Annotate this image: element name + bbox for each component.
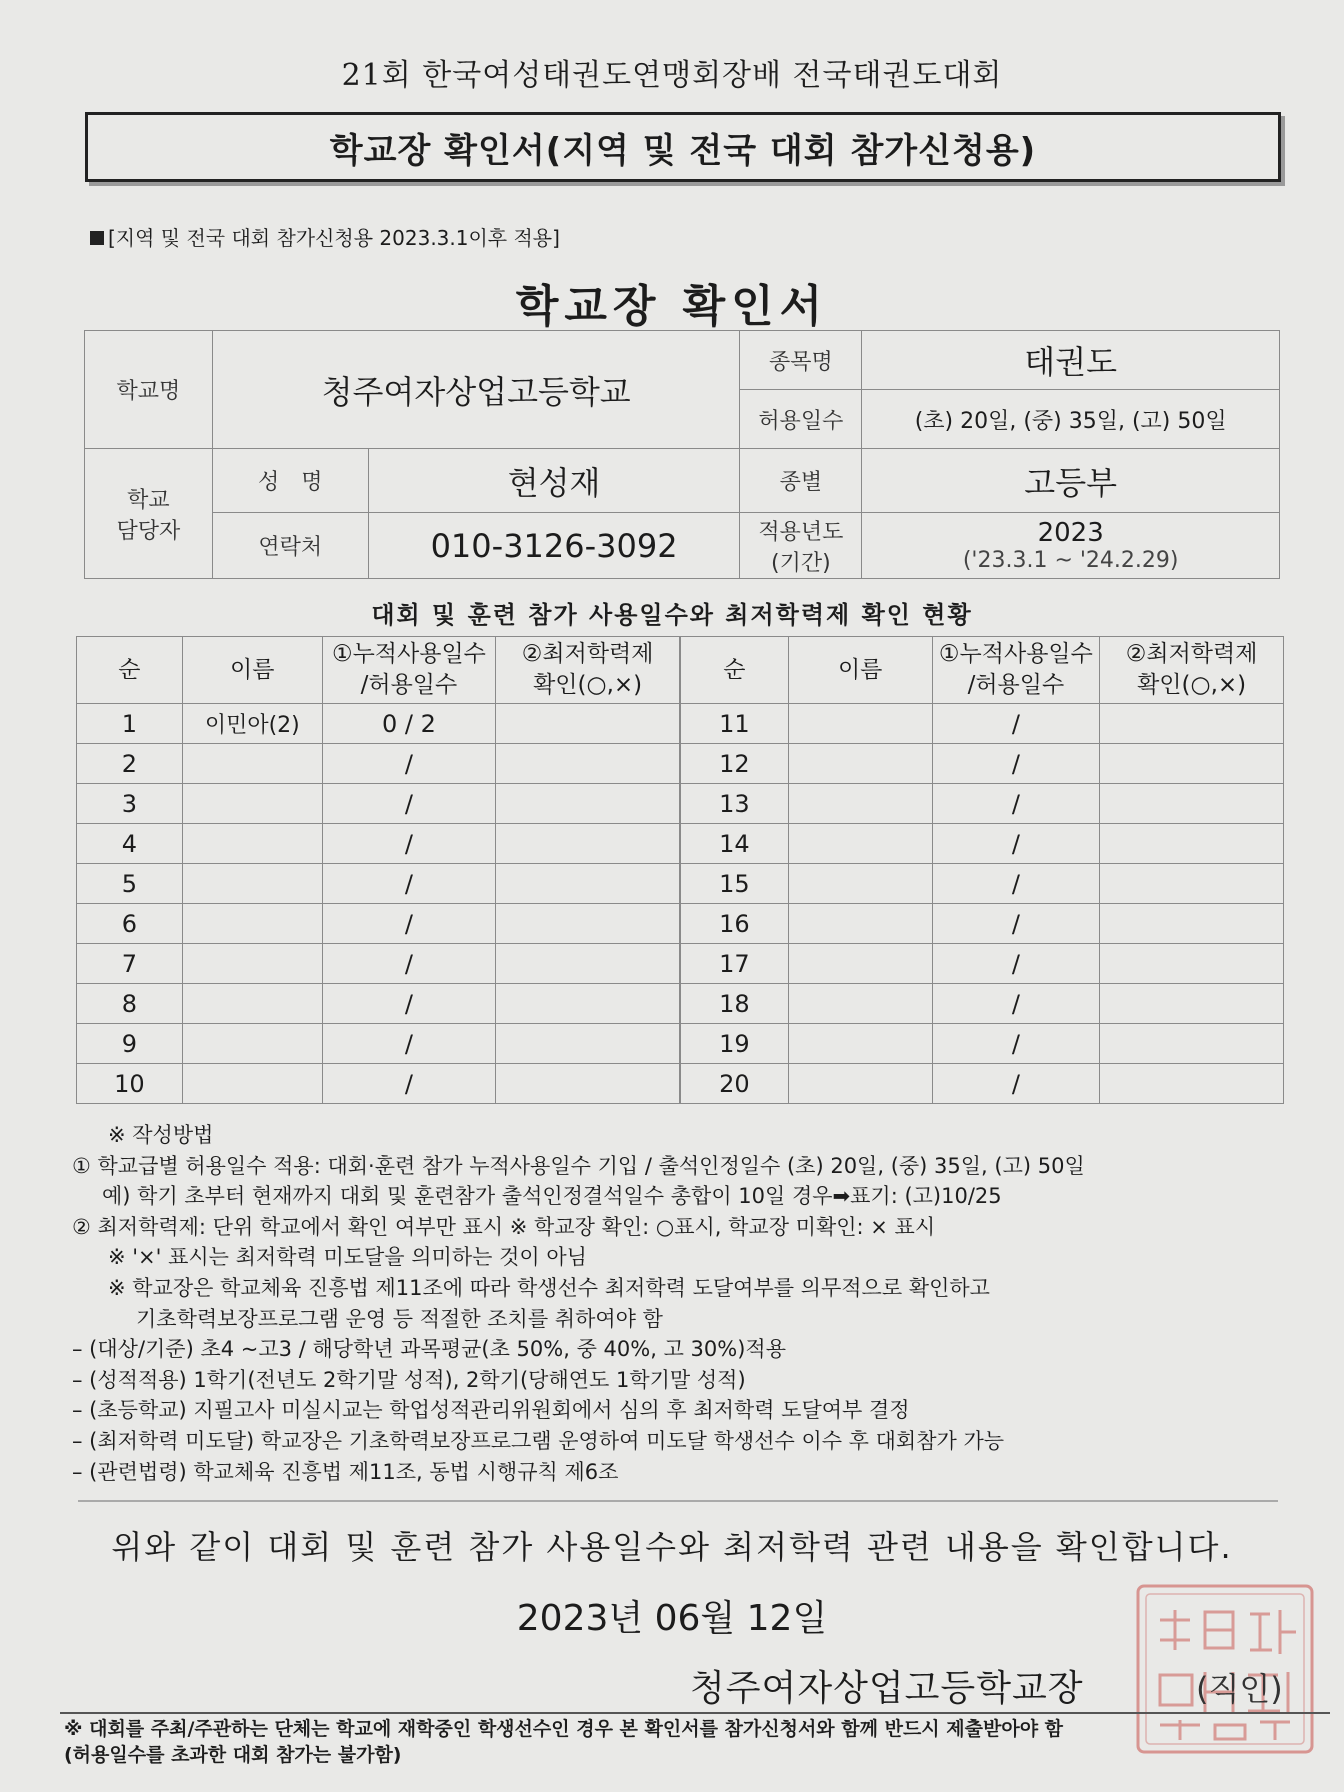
row-check: [496, 1064, 680, 1104]
header-no: 순: [681, 637, 789, 704]
instructions: [72, 1120, 1292, 1487]
person-name-value: 현성재: [368, 449, 740, 513]
row-number: 18: [681, 984, 789, 1024]
table-row: [77, 944, 680, 984]
row-check: [496, 784, 680, 824]
allowed-days-value: (초) 20일, (중) 35일, (고) 50일: [862, 390, 1280, 449]
sport-label: 종목명: [740, 331, 862, 390]
row-check: [1100, 704, 1284, 744]
right-rows: [681, 704, 1284, 1104]
row-check: [496, 984, 680, 1024]
row-number: 17: [681, 944, 789, 984]
row-check: [1100, 984, 1284, 1024]
row-days: /: [932, 784, 1100, 824]
table-row: [681, 944, 1284, 984]
year-label-line2: (기간): [771, 550, 831, 576]
year-value-cell: [862, 513, 1280, 579]
row-name: [182, 1064, 322, 1104]
contact-person-label-line1: 학교: [127, 487, 170, 513]
row-check: [1100, 904, 1284, 944]
row-check: [1100, 864, 1284, 904]
row-number: 2: [77, 744, 183, 784]
main-title: 학교장 확인서: [515, 281, 829, 332]
table-row: [77, 704, 680, 744]
row-number: 16: [681, 904, 789, 944]
row-name: [182, 1024, 322, 1064]
allowed-days-label: 허용일수: [740, 390, 862, 449]
table-row: [77, 784, 680, 824]
phone-label: 연락처: [212, 513, 368, 579]
row-days: /: [932, 824, 1100, 864]
period-value: ('23.3.1 ~ '24.2.29): [962, 548, 1179, 573]
phone-value: 010-3126-3092: [368, 513, 740, 579]
footer-divider: [60, 1712, 1330, 1714]
row-number: 15: [681, 864, 789, 904]
row-name: [788, 984, 932, 1024]
header-days: [322, 637, 496, 704]
year-value: 2023: [1037, 518, 1104, 548]
row-check: [1100, 744, 1284, 784]
notice-text: [지역 및 전국 대회 참가신청용 2023.3.1이후 적용]: [108, 226, 560, 250]
table-row: [681, 784, 1284, 824]
row-days: /: [322, 984, 496, 1024]
row-name: [182, 744, 322, 784]
boxed-title-text: 학교장 확인서(지역 및 전국 대회 참가신청용): [329, 130, 1037, 171]
school-name-label: 학교명: [85, 331, 213, 449]
usage-table-left: [76, 636, 680, 1104]
row-check: [1100, 944, 1284, 984]
row-days: /: [932, 904, 1100, 944]
row-name: [182, 824, 322, 864]
contact-person-label: [85, 449, 213, 579]
header-check-line2: 확인(○,×): [533, 672, 643, 698]
row-number: 4: [77, 824, 183, 864]
row-check: [496, 704, 680, 744]
row-name: [788, 784, 932, 824]
table-row: [77, 984, 680, 1024]
footer-line: ※ 대회를 주최/주관하는 단체는 학교에 재학중인 학생선수인 경우 본 확인서를 참가신청서와 함께 반드시 제출받아야 함: [64, 1718, 1064, 1740]
header-no: 순: [77, 637, 183, 704]
header-check: [1100, 637, 1284, 704]
instruction-line: – (최저학력 미도달) 학교장은 기초학력보장프로그램 운영하여 미도달 학생선수 이수 후 대회참가 가능: [72, 1428, 1005, 1453]
row-days: /: [322, 744, 496, 784]
row-days: /: [322, 864, 496, 904]
row-days: /: [322, 904, 496, 944]
row-check: [496, 824, 680, 864]
row-name: [182, 904, 322, 944]
row-check: [1100, 1064, 1284, 1104]
header-check: [496, 637, 680, 704]
row-number: 11: [681, 704, 789, 744]
table-row: [77, 1064, 680, 1104]
row-check: [496, 864, 680, 904]
row-name: [788, 704, 932, 744]
confirmation-date: 2023년 06월 12일: [516, 1598, 828, 1639]
row-number: 8: [77, 984, 183, 1024]
row-days: /: [322, 784, 496, 824]
row-number: 14: [681, 824, 789, 864]
row-number: 9: [77, 1024, 183, 1064]
row-days: /: [322, 824, 496, 864]
instruction-line: 기초학력보장프로그램 운영 등 적절한 조치를 취하여야 함: [136, 1306, 663, 1331]
table-row: [681, 704, 1284, 744]
row-number: 20: [681, 1064, 789, 1104]
row-check: [1100, 1024, 1284, 1064]
table-row: [77, 824, 680, 864]
row-check: [1100, 824, 1284, 864]
row-days: /: [932, 864, 1100, 904]
row-days: /: [932, 944, 1100, 984]
contact-person-label-line2: 담당자: [116, 518, 181, 544]
year-label: [740, 513, 862, 579]
table-row: [681, 864, 1284, 904]
header-name: 이름: [788, 637, 932, 704]
seal-label: (직인): [1196, 1670, 1283, 1708]
table-row: [77, 744, 680, 784]
header-check-line1: ②최저학력제: [521, 641, 654, 667]
category-label: 종별: [740, 449, 862, 513]
row-name: [788, 904, 932, 944]
header-days-line2: /허용일수: [360, 672, 458, 698]
row-check: [1100, 784, 1284, 824]
row-name: [788, 944, 932, 984]
row-name: [788, 1024, 932, 1064]
row-number: 10: [77, 1064, 183, 1104]
row-number: 7: [77, 944, 183, 984]
table-row: [681, 824, 1284, 864]
signer-name: 청주여자상업고등학교장: [690, 1668, 1084, 1709]
table-row: [77, 1024, 680, 1064]
instruction-line: 예) 학기 초부터 현재까지 대회 및 훈련참가 출석인정결석일수 총합이 10일 경우➡표기: (고)10/25: [102, 1184, 1002, 1209]
row-number: 12: [681, 744, 789, 784]
row-number: 19: [681, 1024, 789, 1064]
row-days: /: [932, 1064, 1100, 1104]
header-name: 이름: [182, 637, 322, 704]
category-value: 고등부: [862, 449, 1280, 513]
row-days: /: [322, 1024, 496, 1064]
instruction-line: – (초등학교) 지필고사 미실시교는 학업성적관리위원회에서 심의 후 최저학력 도달여부 결정: [72, 1398, 910, 1423]
instructions-heading: ※ 작성방법: [108, 1123, 214, 1147]
year-label-line1: 적용년도: [758, 519, 844, 545]
header-days: [932, 637, 1100, 704]
row-name: [182, 944, 322, 984]
row-days: /: [322, 944, 496, 984]
table-row: [77, 904, 680, 944]
person-name-label: 성 명: [212, 449, 368, 513]
boxed-document-title: [85, 112, 1281, 182]
row-days: /: [322, 1064, 496, 1104]
row-days: /: [932, 704, 1100, 744]
sport-value: 태권도: [862, 331, 1280, 390]
row-name: 이민아(2): [182, 704, 322, 744]
table-row: [681, 1024, 1284, 1064]
header-days-line1: ①누적사용일수: [331, 641, 486, 667]
instruction-line: – (대상/기준) 초4 ~고3 / 해당학년 과목평균(초 50%, 중 40%, 고 30%)적용: [72, 1337, 786, 1362]
instruction-line: ※ '×' 표시는 최저학력 미도달을 의미하는 것이 아님: [108, 1245, 587, 1270]
left-rows: [77, 704, 680, 1104]
row-days: /: [932, 1024, 1100, 1064]
header-days-line2: /허용일수: [967, 672, 1065, 698]
row-name: [182, 984, 322, 1024]
row-name: [182, 864, 322, 904]
table-row: [681, 904, 1284, 944]
footer-line: (허용일수를 초과한 대회 참가는 불가함): [64, 1744, 402, 1766]
applicability-notice: [90, 222, 560, 251]
header-check-line2: 확인(○,×): [1137, 672, 1247, 698]
square-bullet-icon: [90, 231, 104, 245]
row-number: 5: [77, 864, 183, 904]
row-check: [496, 1024, 680, 1064]
row-days: 0 / 2: [322, 704, 496, 744]
row-days: /: [932, 744, 1100, 784]
header-days-line1: ①누적사용일수: [938, 641, 1093, 667]
row-check: [496, 904, 680, 944]
school-name-value: 청주여자상업고등학교: [212, 331, 740, 449]
event-title: 21회 한국여성태권도연맹회장배 전국태권도대회: [341, 58, 1003, 93]
row-name: [788, 1064, 932, 1104]
usage-table-right: [680, 636, 1284, 1104]
divider: [78, 1500, 1278, 1502]
row-number: 3: [77, 784, 183, 824]
instruction-line: – (성적적용) 1학기(전년도 2학기말 성적), 2학기(당해연도 1학기말 성적): [72, 1367, 746, 1392]
row-number: 1: [77, 704, 183, 744]
row-name: [788, 864, 932, 904]
row-days: /: [932, 984, 1100, 1024]
row-name: [788, 824, 932, 864]
row-number: 6: [77, 904, 183, 944]
instruction-line: ② 최저학력제: 단위 학교에서 확인 여부만 표시 ※ 학교장 확인: ○표시, 학교장 미확인: × 표시: [72, 1214, 936, 1239]
footer-note: [64, 1716, 1314, 1768]
usage-table-title: 대회 및 훈련 참가 사용일수와 최저학력제 확인 현황: [371, 601, 973, 629]
row-name: [788, 744, 932, 784]
row-check: [496, 744, 680, 784]
table-row: [681, 744, 1284, 784]
row-name: [182, 784, 322, 824]
instruction-line: – (관련법령) 학교체육 진흥법 제11조, 동법 시행규칙 제6조: [72, 1459, 619, 1484]
instruction-line: ※ 학교장은 학교체육 진흥법 제11조에 따라 학생선수 최저학력 도달여부를 의무적으로 확인하고: [108, 1275, 990, 1300]
instruction-line: ① 학교급별 허용일수 적용: 대회·훈련 참가 누적사용일수 기입 / 출석인정일수 (초) 20일, (중) 35일, (고) 50일: [72, 1153, 1085, 1178]
school-info-table: [84, 330, 1280, 579]
table-row: [681, 1064, 1284, 1104]
table-row: [77, 864, 680, 904]
row-check: [496, 944, 680, 984]
confirmation-statement: 위와 같이 대회 및 훈련 참가 사용일수와 최저학력 관련 내용을 확인합니다.: [111, 1528, 1233, 1566]
header-check-line1: ②최저학력제: [1125, 641, 1258, 667]
row-number: 13: [681, 784, 789, 824]
table-row: [681, 984, 1284, 1024]
